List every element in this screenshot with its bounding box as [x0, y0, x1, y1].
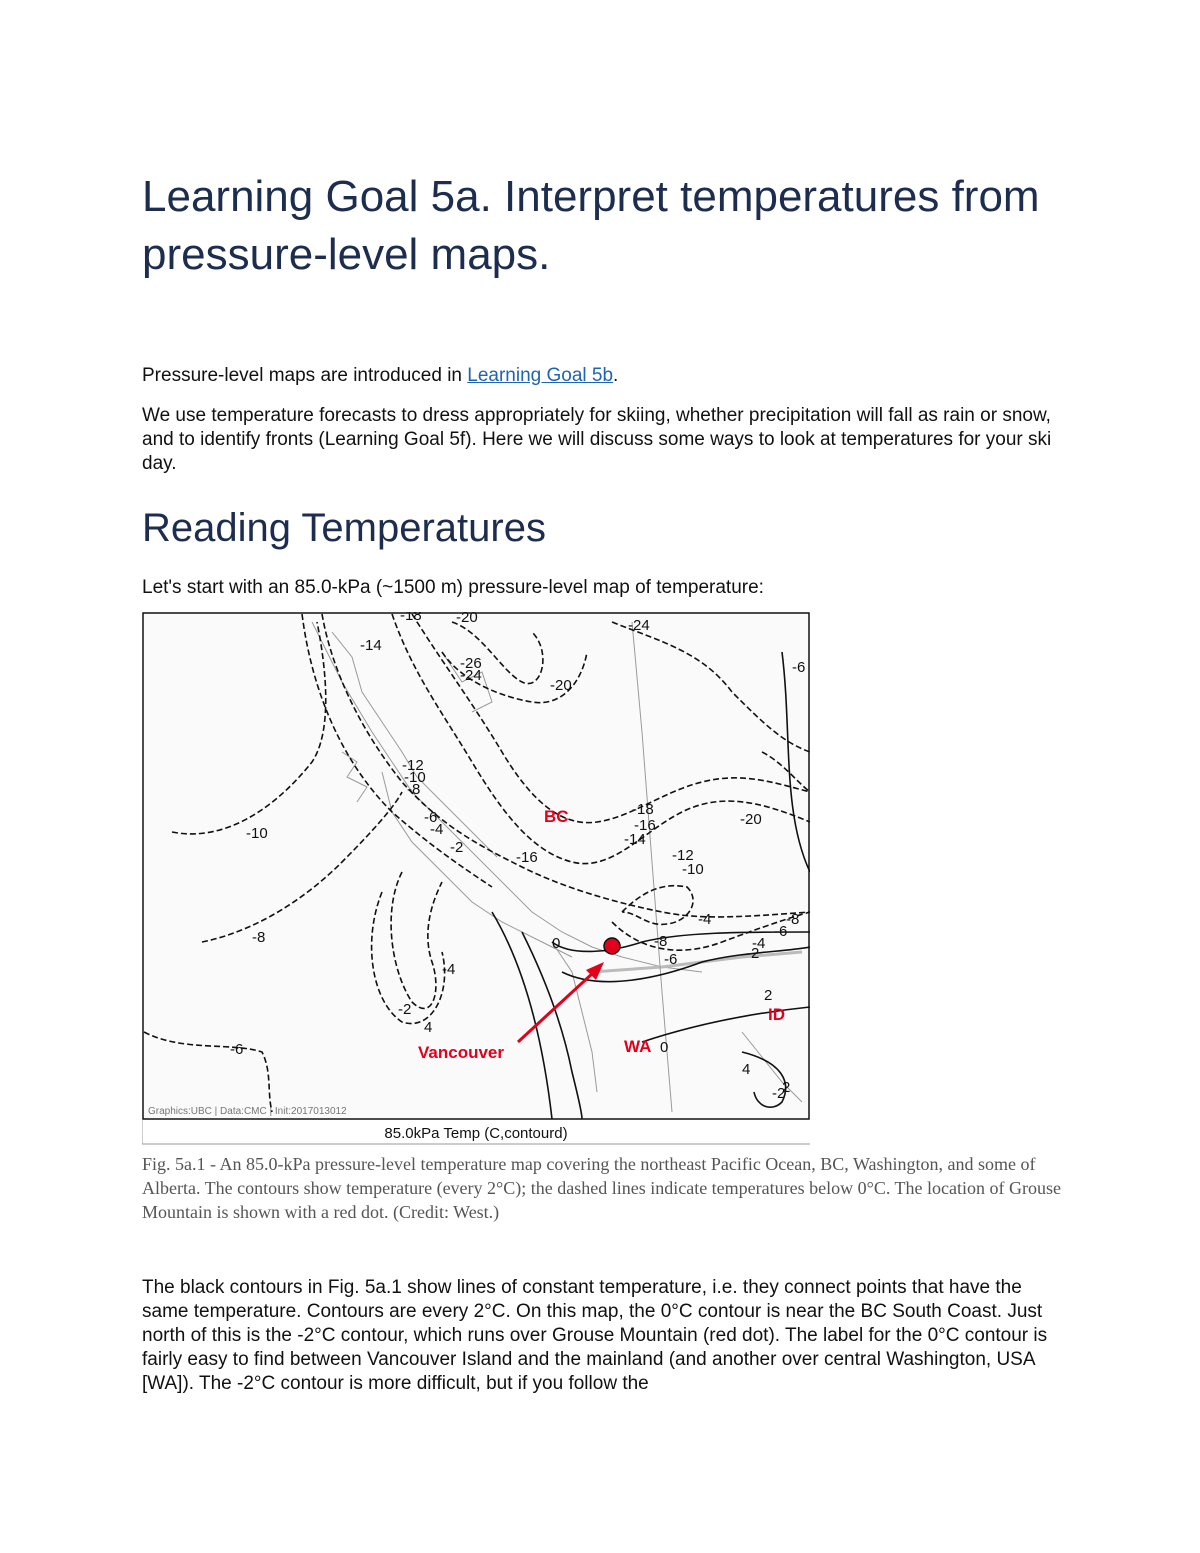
contour-label: -8 — [786, 911, 800, 928]
contour-label: -10 — [682, 861, 704, 878]
contour-label: -8 — [654, 933, 668, 950]
temperature-map-figure — [142, 612, 810, 1146]
contour-label: -6 — [230, 1041, 244, 1058]
temperature-map — [142, 612, 810, 1146]
contour-label: 0 — [552, 935, 561, 952]
body-paragraph-2: Let's start with an 85.0-kPa (~1500 m) pressure-level map of temperature: — [142, 577, 764, 598]
region-label-bc: BC — [544, 807, 569, 826]
section-heading: Reading Temperatures — [142, 506, 546, 550]
contour-label: -18 — [400, 612, 422, 624]
contour-label: -4 — [698, 911, 712, 928]
intro-text: Pressure-level maps are introduced in — [142, 365, 468, 386]
region-label-wa: WA — [624, 1037, 652, 1056]
contour-label: -10 — [404, 769, 426, 786]
contour-label: 4 — [742, 1061, 751, 1078]
contour-label: -8 — [252, 929, 266, 946]
region-label-id: ID — [768, 1005, 785, 1024]
contour-label: -18 — [632, 801, 654, 818]
grouse-mountain-dot — [604, 938, 620, 954]
contour-label: -8 — [407, 781, 421, 798]
contour-label: -2 — [398, 1001, 412, 1018]
contour-label: -12 — [402, 757, 424, 774]
intro-end: . — [613, 365, 619, 386]
contour-label: -24 — [628, 617, 650, 634]
page-title: Learning Goal 5a. Interpret temperatures from pressure-level maps. — [142, 172, 1040, 279]
contour-label: 2 — [764, 987, 773, 1004]
contour-label: -14 — [624, 831, 646, 848]
contour-label: -14 — [360, 637, 382, 654]
contour-label: -2 — [450, 839, 464, 856]
learning-goal-5b-link[interactable]: Learning Goal 5b — [467, 365, 614, 386]
figure-caption: Fig. 5a.1 - An 85.0-kPa pressure-level temperature map covering the northeast Pacific Ocean, BC, Washington, and some of Alberta. The contours show temperature (every 2°C); the dashed lines indicate temperatures below 0°C. The location of Grouse Mountain is shown with a red dot. (Credit: West.) — [142, 1154, 1061, 1222]
contour-label: -6 — [774, 923, 788, 940]
contour-label: -6 — [792, 659, 806, 676]
contour-label: -20 — [456, 612, 478, 626]
contour-label: -20 — [550, 677, 572, 694]
contour-label: 4 — [424, 1019, 433, 1036]
contour-label: -24 — [460, 667, 482, 684]
contour-label: -10 — [246, 825, 268, 842]
contour-label: -4 — [442, 961, 456, 978]
map-credit: Graphics:UBC | Data:CMC | Init:2017013012 — [148, 1106, 347, 1117]
contour-label: -4 — [430, 821, 444, 838]
contour-label: -16 — [516, 849, 538, 866]
contour-label: -2 — [746, 945, 760, 962]
contour-label: -12 — [672, 847, 694, 864]
intro-paragraph — [142, 364, 1062, 388]
contour-label: -20 — [740, 811, 762, 828]
contour-label: -16 — [634, 817, 656, 834]
contour-label: -4 — [752, 935, 766, 952]
contour-label: 0 — [660, 1039, 669, 1056]
map-footer-title: 85.0kPa Temp (C,contourd) — [384, 1125, 568, 1142]
contour-label: -6 — [424, 809, 438, 826]
vancouver-label: Vancouver — [418, 1043, 504, 1062]
contour-label: -26 — [460, 655, 482, 672]
body-paragraph-1: We use temperature forecasts to dress appropriately for skiing, whether precipitation will fall as rain or snow, and to identify fronts (Learning Goal 5f). Here we will discuss some ways to look at temperatures for your ski day. — [142, 405, 1052, 474]
body-paragraph-3: The black contours in Fig. 5a.1 show lines of constant temperature, i.e. they connect points that have the same temperature. Contours are every 2°C. On this map, the 0°C contour is near the BC South Coast. Just north of this is the -2°C contour, which runs over Grouse Mountain (red dot). The label for the 0°C contour is fairly easy to find between Vancouver Island and the mainland (and another over central Washington, USA [WA]). The -2°C contour is more difficult, but if you follow the — [142, 1277, 1048, 1394]
contour-label: -6 — [664, 951, 678, 968]
contour-label: -2 — [772, 1085, 786, 1102]
contour-label: 2 — [782, 1079, 791, 1096]
